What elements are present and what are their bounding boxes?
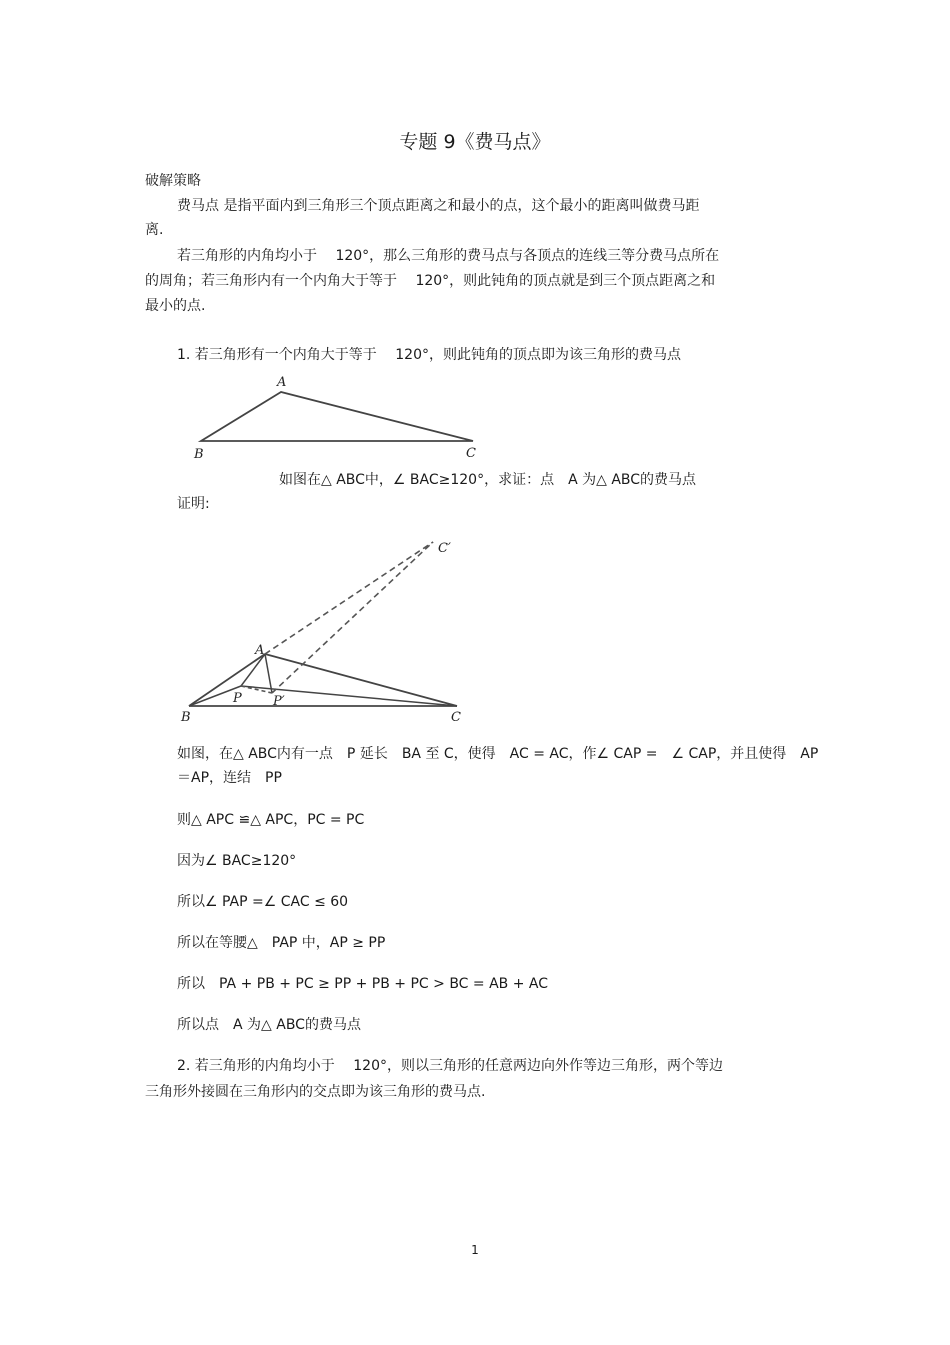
label-p: P — [233, 691, 242, 706]
page-title: 专题 9《费马点》 — [399, 131, 551, 153]
proof-line-8: 所以点 A 为△ ABC的费马点 — [177, 1017, 361, 1033]
proof-line-4: 因为∠ BAC≥120° — [177, 853, 297, 869]
segment-ab — [189, 654, 265, 706]
proof-line-5: 所以∠ PAP =∠ CAC ≤ 60 — [177, 894, 349, 910]
intro-line-5: 最小的点. — [145, 298, 206, 314]
proof-line-2: ＝AP，连结 PP — [177, 770, 282, 786]
label-c-prime: C′ — [438, 541, 451, 556]
figure-1-triangle — [180, 370, 500, 465]
label-a-2: A — [255, 643, 265, 658]
item-1-statement: 如图在△ ABC中，∠ BAC≥120°，求证：点 A 为△ ABC的费马点 — [279, 472, 697, 488]
label-c-2: C — [451, 710, 461, 725]
intro-line-1: 费马点 是指平面内到三角形三个顶点距离之和最小的点，这个最小的距离叫做费马距 — [177, 198, 700, 214]
proof-label: 证明: — [177, 496, 210, 512]
label-b-2: B — [181, 710, 191, 725]
segment-pa — [241, 654, 265, 686]
page-number: 1 — [471, 1243, 479, 1257]
intro-line-2: 离. — [145, 222, 164, 238]
segment-ap-prime — [265, 654, 272, 693]
label-p-prime: P′ — [273, 694, 285, 709]
section-heading: 破解策略 — [145, 173, 201, 189]
segment-p-prime-c-prime-dashed — [272, 542, 433, 693]
intro-line-4: 的周角；若三角形内有一个内角大于等于 120°，则此钝角的顶点就是到三个顶点距离之和 — [145, 273, 716, 289]
triangle-abc — [201, 392, 473, 441]
segment-ac-prime-dashed — [265, 542, 433, 654]
segment-ac — [265, 654, 457, 706]
item-1-heading: 1. 若三角形有一个内角大于等于 120°，则此钝角的顶点即为该三角形的费马点 — [177, 347, 681, 363]
proof-line-3: 则△ APC ≌△ APC，PC = PC — [177, 812, 365, 828]
item-2-line-2: 三角形外接圆在三角形内的交点即为该三角形的费马点. — [145, 1084, 486, 1100]
label-b: B — [194, 447, 204, 462]
figure-2-construction — [175, 530, 475, 730]
item-2-line-1: 2. 若三角形的内角均小于 120°，则以三角形的任意两边向外作等边三角形，两个等边 — [177, 1058, 723, 1074]
label-c: C — [466, 446, 476, 461]
proof-line-6: 所以在等腰△ PAP 中，AP ≥ PP — [177, 935, 386, 951]
proof-line-7: 所以 PA + PB + PC ≥ PP + PB + PC > BC = AB + AC — [177, 976, 549, 992]
label-a: A — [277, 375, 287, 390]
proof-line-1: 如图，在△ ABC内有一点 P 延长 BA 至 C，使得 AC = AC，作∠ CAP = ∠ CAP，并且使得 AP — [177, 746, 819, 762]
intro-line-3: 若三角形的内角均小于 120°，那么三角形的费马点与各顶点的连线三等分费马点所在 — [177, 248, 720, 264]
